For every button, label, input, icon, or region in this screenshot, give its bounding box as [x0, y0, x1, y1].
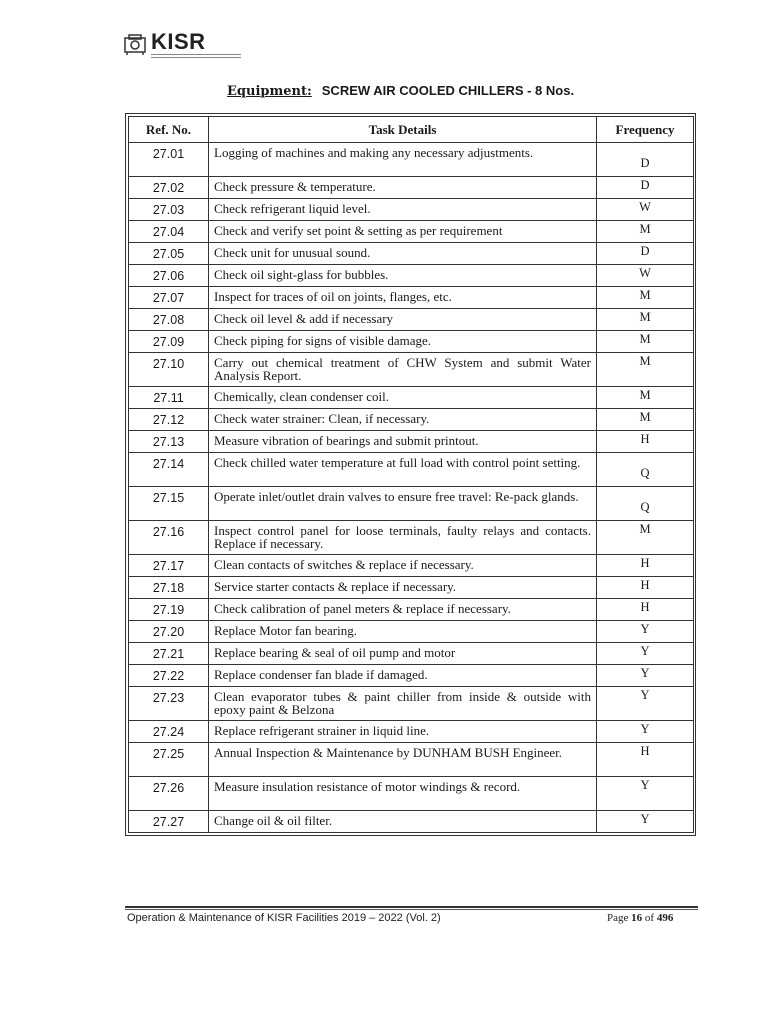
row-task-details: Replace bearing & seal of oil pump and motor [209, 643, 597, 665]
column-header-task: Task Details [209, 117, 597, 143]
row-task-details: Carry out chemical treatment of CHW System and submit Water Analysis Report. [209, 353, 597, 387]
row-task-details: Clean contacts of switches & replace if necessary. [209, 555, 597, 577]
row-frequency: M [597, 331, 694, 353]
table-row [129, 143, 694, 177]
row-task-details: Logging of machines and making any necessary adjustments. [209, 143, 597, 177]
table-row [129, 431, 694, 453]
row-ref-no: 27.24 [129, 721, 209, 743]
logo-text: KISR [151, 29, 206, 54]
footer-rule-thin [125, 909, 698, 910]
row-task-details: Check and verify set point & setting as per requirement [209, 221, 597, 243]
table-row [129, 555, 694, 577]
footer-page-number [607, 912, 673, 924]
page-prefix: Page [607, 912, 632, 924]
row-ref-no: 27.26 [129, 777, 209, 811]
logo-subtitle-lines [151, 54, 241, 60]
table-row [129, 721, 694, 743]
row-ref-no: 27.25 [129, 743, 209, 777]
table-row [129, 521, 694, 555]
row-frequency: M [597, 409, 694, 431]
row-task-details: Chemically, clean condenser coil. [209, 387, 597, 409]
equipment-label: Equipment: [227, 84, 312, 99]
table-row [129, 665, 694, 687]
table-row [129, 743, 694, 777]
row-task-details: Measure vibration of bearings and submit printout. [209, 431, 597, 453]
table-row [129, 621, 694, 643]
row-frequency: H [597, 431, 694, 453]
row-task-details: Clean evaporator tubes & paint chiller from inside & outside with epoxy paint & Belzona [209, 687, 597, 721]
row-frequency: D [597, 243, 694, 265]
table-row [129, 577, 694, 599]
row-frequency: Y [597, 687, 694, 721]
row-task-details: Replace condenser fan blade if damaged. [209, 665, 597, 687]
row-task-details: Change oil & oil filter. [209, 811, 597, 833]
row-ref-no: 27.04 [129, 221, 209, 243]
page-total: 496 [656, 912, 674, 924]
row-task-details: Replace Motor fan bearing. [209, 621, 597, 643]
table-row [129, 599, 694, 621]
row-task-details: Check refrigerant liquid level. [209, 199, 597, 221]
row-frequency: M [597, 353, 694, 387]
row-frequency: Y [597, 665, 694, 687]
footer-rule [125, 906, 698, 908]
row-frequency: Y [597, 811, 694, 833]
kisr-emblem-icon [123, 32, 147, 56]
row-task-details: Check oil sight-glass for bubbles. [209, 265, 597, 287]
table-row [129, 777, 694, 811]
row-frequency: Q [597, 487, 694, 521]
row-frequency: M [597, 309, 694, 331]
task-table-frame [125, 113, 696, 836]
row-ref-no: 27.07 [129, 287, 209, 309]
row-task-details: Check chilled water temperature at full load with control point setting. [209, 453, 597, 487]
row-ref-no: 27.20 [129, 621, 209, 643]
row-frequency: D [597, 177, 694, 199]
table-row [129, 353, 694, 387]
row-ref-no: 27.12 [129, 409, 209, 431]
row-frequency: W [597, 265, 694, 287]
table-row [129, 453, 694, 487]
row-ref-no: 27.23 [129, 687, 209, 721]
row-frequency: Y [597, 777, 694, 811]
row-frequency: Y [597, 621, 694, 643]
table-row [129, 643, 694, 665]
row-task-details: Inspect for traces of oil on joints, flanges, etc. [209, 287, 597, 309]
row-task-details: Check water strainer: Clean, if necessary. [209, 409, 597, 431]
row-frequency: Y [597, 721, 694, 743]
row-frequency: M [597, 221, 694, 243]
row-task-details: Check unit for unusual sound. [209, 243, 597, 265]
table-row [129, 331, 694, 353]
table-row [129, 177, 694, 199]
row-task-details: Check piping for signs of visible damage. [209, 331, 597, 353]
footer-document-title: Operation & Maintenance of KISR Facilities 2019 – 2022 (Vol. 2) [127, 912, 441, 924]
row-ref-no: 27.18 [129, 577, 209, 599]
row-ref-no: 27.09 [129, 331, 209, 353]
table-header-row [129, 117, 694, 143]
table-row [129, 487, 694, 521]
row-frequency: M [597, 387, 694, 409]
row-ref-no: 27.15 [129, 487, 209, 521]
row-ref-no: 27.17 [129, 555, 209, 577]
table-row [129, 811, 694, 833]
row-task-details: Service starter contacts & replace if necessary. [209, 577, 597, 599]
row-ref-no: 27.03 [129, 199, 209, 221]
row-frequency: H [597, 743, 694, 777]
row-task-details: Measure insulation resistance of motor windings & record. [209, 777, 597, 811]
table-row [129, 309, 694, 331]
table-row [129, 387, 694, 409]
row-ref-no: 27.19 [129, 599, 209, 621]
row-task-details: Inspect control panel for loose terminals, faulty relays and contacts. Replace if necessary. [209, 521, 597, 555]
row-ref-no: 27.11 [129, 387, 209, 409]
row-ref-no: 27.10 [129, 353, 209, 387]
row-ref-no: 27.02 [129, 177, 209, 199]
row-frequency: M [597, 521, 694, 555]
row-frequency: H [597, 599, 694, 621]
row-task-details: Replace refrigerant strainer in liquid line. [209, 721, 597, 743]
row-frequency: M [597, 287, 694, 309]
table-row [129, 687, 694, 721]
row-ref-no: 27.06 [129, 265, 209, 287]
row-frequency: Q [597, 453, 694, 487]
table-row [129, 221, 694, 243]
row-frequency: W [597, 199, 694, 221]
table-row [129, 265, 694, 287]
row-ref-no: 27.16 [129, 521, 209, 555]
table-row [129, 243, 694, 265]
row-task-details: Check oil level & add if necessary [209, 309, 597, 331]
row-ref-no: 27.01 [129, 143, 209, 177]
row-ref-no: 27.14 [129, 453, 209, 487]
page-mid: of [642, 912, 657, 924]
row-frequency: H [597, 555, 694, 577]
row-ref-no: 27.13 [129, 431, 209, 453]
row-frequency: H [597, 577, 694, 599]
row-task-details: Annual Inspection & Maintenance by DUNHAM BUSH Engineer. [209, 743, 597, 777]
row-ref-no: 27.08 [129, 309, 209, 331]
table-body [129, 143, 694, 833]
column-header-frequency: Frequency [597, 117, 694, 143]
table-row [129, 199, 694, 221]
row-ref-no: 27.05 [129, 243, 209, 265]
row-ref-no: 27.27 [129, 811, 209, 833]
table-row [129, 287, 694, 309]
page-heading [227, 83, 574, 99]
column-header-ref: Ref. No. [129, 117, 209, 143]
page-current: 16 [631, 912, 643, 924]
row-task-details: Check pressure & temperature. [209, 177, 597, 199]
row-ref-no: 27.21 [129, 643, 209, 665]
row-task-details: Operate inlet/outlet drain valves to ensure free travel: Re-pack glands. [209, 487, 597, 521]
task-table [128, 116, 694, 833]
equipment-title: SCREW AIR COOLED CHILLERS - 8 Nos. [321, 83, 575, 98]
row-task-details: Check calibration of panel meters & replace if necessary. [209, 599, 597, 621]
table-row [129, 409, 694, 431]
row-frequency: D [597, 143, 694, 177]
row-frequency: Y [597, 643, 694, 665]
row-ref-no: 27.22 [129, 665, 209, 687]
